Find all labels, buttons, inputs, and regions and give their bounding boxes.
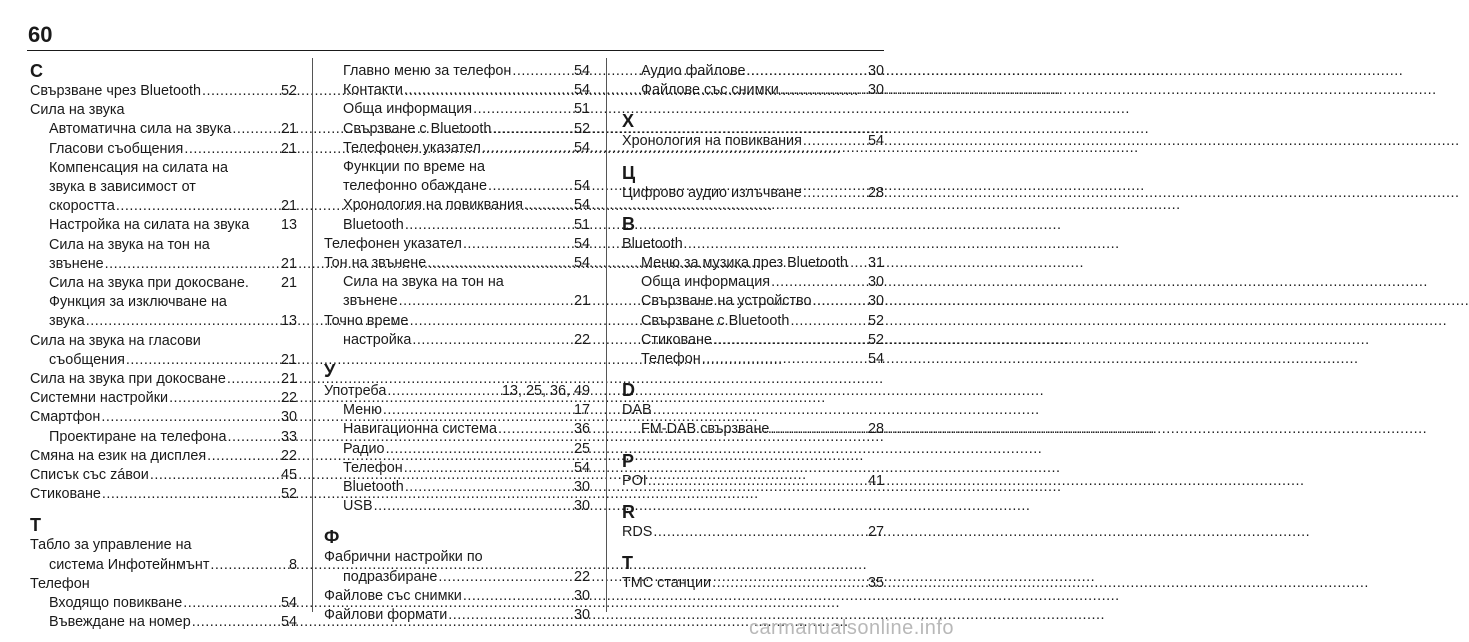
- dot-leader: [702, 350, 867, 369]
- index-subentry: [30, 140, 297, 159]
- dot-leader: [116, 197, 280, 216]
- dot-leader: [184, 140, 280, 159]
- page-number: 60: [28, 22, 53, 47]
- index-entry-label: система Инфотейнмънт: [49, 556, 210, 573]
- index-page-ref: 21: [280, 140, 297, 157]
- index-subentry: [324, 497, 590, 516]
- index-subentry: [622, 273, 884, 292]
- index-entry-label: Смартфон: [30, 409, 101, 426]
- index-entry-label: Навигационна система: [343, 421, 497, 438]
- index-entry-label: Проектиране на телефона: [49, 428, 227, 445]
- index-entry-label: Гласови съобщения: [49, 140, 184, 157]
- index-entry-text: Табло за управление на: [30, 537, 192, 554]
- index-page-ref: 30: [573, 498, 590, 515]
- dot-leader: [169, 389, 280, 408]
- index-letter-heading: P: [622, 450, 635, 471]
- index-entry-text: DAB: [622, 402, 652, 419]
- dot-leader: [747, 62, 867, 81]
- dot-leader: [524, 196, 573, 215]
- index-subentry: [622, 312, 884, 331]
- dot-leader: [780, 81, 867, 100]
- index-letter-heading: B: [622, 213, 635, 234]
- index-subentry: [324, 196, 590, 215]
- index-subentry: [324, 177, 590, 196]
- index-subentry-text: Сила на звука на тон на: [343, 274, 504, 291]
- index-subentry: [324, 440, 590, 459]
- index-entry-label: Тон на звънене: [324, 255, 427, 272]
- index-entry: [324, 606, 590, 625]
- dot-leader: [498, 420, 573, 439]
- dot-leader: [771, 273, 867, 292]
- index-letter-heading: Ф: [324, 527, 340, 548]
- index-page-ref: 21: [280, 121, 297, 138]
- index-entry-label: Файлове със снимки: [324, 587, 462, 604]
- index-entry-label: Свързване с Bluetooth: [343, 120, 492, 137]
- index-page-ref: 52: [867, 312, 884, 329]
- column-divider: [606, 58, 607, 612]
- index-page-ref: 54: [573, 235, 590, 252]
- index-page-ref: 8: [288, 556, 297, 573]
- index-entry-text: Сила на звука: [30, 102, 125, 119]
- index-entry-text: Фабрични настройки по: [324, 549, 483, 566]
- dot-leader: [227, 370, 280, 389]
- index-entry-label: Bluetooth: [343, 216, 404, 233]
- dot-leader: [412, 331, 573, 350]
- index-entry-label: Телефон: [343, 459, 403, 476]
- index-entry-label: Файлове със снимки: [641, 82, 779, 99]
- dot-leader: [653, 523, 867, 542]
- index-letter-heading: T: [622, 553, 633, 574]
- dot-leader: [427, 254, 573, 273]
- index-entry-label: Bluetooth: [343, 479, 404, 496]
- index-entry-text: Сила на звука на гласови: [30, 332, 201, 349]
- index-subentry: [30, 274, 297, 293]
- index-entry: [324, 382, 590, 401]
- dot-leader: [101, 408, 280, 427]
- index-page-ref: 30: [867, 63, 884, 79]
- index-subentry-text: Функции по време на: [343, 159, 485, 176]
- dot-leader: [387, 382, 501, 401]
- dot-leader: [210, 556, 288, 575]
- index-subentry-text: Функция за изключване на: [49, 294, 227, 311]
- index-subentry: [622, 420, 884, 439]
- index-entry-label: Списък със záвои: [30, 467, 149, 484]
- index-page-ref: 22: [280, 390, 297, 407]
- index-page-ref: 33: [280, 428, 297, 445]
- dot-leader: [102, 485, 280, 504]
- index-page-ref: 36: [573, 421, 590, 438]
- index-entry-label: съобщения: [49, 351, 125, 368]
- index-subentry: [622, 292, 884, 311]
- dot-leader: [473, 100, 573, 119]
- index-subentry: [30, 255, 297, 274]
- index-entry-label: Обща информация: [641, 274, 771, 291]
- column-divider: [312, 58, 313, 612]
- index-subentry: [324, 100, 590, 119]
- index-page-ref: 21: [280, 198, 297, 215]
- index-letter-heading: Ц: [622, 162, 636, 183]
- index-page-ref: 54: [573, 82, 590, 99]
- index-letter-heading: D: [622, 380, 635, 401]
- index-entry-text: Точно време: [324, 312, 409, 329]
- index-page-ref: 30: [867, 293, 884, 310]
- index-entry-text: Bluetooth: [622, 235, 683, 252]
- dot-leader: [803, 184, 867, 203]
- index-subentry: [324, 292, 590, 311]
- index-page-ref: 28: [867, 184, 884, 201]
- index-entry-label: Телефонен указател: [343, 139, 481, 156]
- index-entry-label: Свързване чрез Bluetooth: [30, 83, 202, 99]
- index-page-ref: 25: [573, 440, 590, 457]
- index-subentry: [324, 62, 590, 81]
- dot-leader: [405, 478, 573, 497]
- index-entry-label: RDS: [622, 523, 653, 540]
- index-entry: [324, 235, 590, 254]
- dot-leader: [228, 428, 280, 447]
- index-subentry: [622, 350, 884, 369]
- index-page-ref: 54: [280, 614, 297, 631]
- index-entry: [622, 132, 884, 151]
- index-subentry: [30, 613, 297, 632]
- index-entry-label: Въвеждане на номер: [49, 614, 191, 631]
- watermark: carmanualsonline.info: [748, 617, 954, 639]
- dot-leader: [232, 120, 280, 139]
- index-page-ref: 30: [280, 409, 297, 426]
- index-page-ref: 45: [280, 467, 297, 484]
- index-page-ref: 22: [573, 331, 590, 348]
- index-page-ref: 41: [867, 472, 884, 489]
- dot-leader: [770, 420, 867, 439]
- index-entry-label: TMC станции: [622, 575, 712, 592]
- index-entry-label: Хронология на повиквания: [622, 133, 802, 150]
- index-subentry: [324, 216, 590, 235]
- index-letter-heading: Т: [30, 515, 41, 536]
- dot-leader: [813, 292, 867, 311]
- index-subentry: [30, 197, 297, 216]
- dot-leader: [386, 440, 573, 459]
- index-entry-label: Телефон: [641, 351, 701, 368]
- dot-leader: [399, 292, 573, 311]
- index-entry: [622, 472, 884, 491]
- index-entry-label: Сила на звука при докосване.: [49, 275, 249, 292]
- index-entry: [30, 485, 297, 504]
- index-subentry: [324, 120, 590, 139]
- index-page-ref: 21: [280, 275, 297, 292]
- index-subentry: [324, 568, 590, 587]
- index-entry-label: звука: [49, 313, 85, 330]
- index-page-ref: 28: [867, 421, 884, 438]
- index-column-3: [622, 62, 884, 593]
- index-entry-label: Свързване с Bluetooth: [641, 312, 790, 329]
- index-entry-label: Входящо повикване: [49, 595, 183, 612]
- dot-leader: [192, 613, 280, 632]
- index-entry: [622, 574, 884, 593]
- index-entry-label: подразбиране: [343, 568, 438, 585]
- index-entry-label: Сила на звука при докосване: [30, 371, 226, 388]
- index-page-ref: 52: [867, 331, 884, 348]
- dot-leader: [150, 466, 280, 485]
- dot-leader: [404, 459, 573, 478]
- index-entry: [30, 389, 297, 408]
- index-page-ref: 51: [573, 216, 590, 233]
- index-entry-label: Стиковане: [641, 331, 712, 348]
- index-subentry: [324, 139, 590, 158]
- dot-leader: [448, 606, 573, 625]
- index-letter-heading: С: [30, 61, 43, 81]
- index-entry-label: Обща информация: [343, 101, 473, 118]
- index-entry: [324, 254, 590, 273]
- index-entry-label: Телефонен указател: [324, 235, 462, 252]
- index-entry-label: Хронология на повиквания: [343, 197, 523, 214]
- index-subentry: [324, 420, 590, 439]
- index-page-ref: 21: [280, 371, 297, 388]
- index-entry-label: Настройка на силата на звука: [49, 217, 250, 234]
- header-rule: [27, 50, 884, 51]
- index-letter-heading: У: [324, 361, 336, 382]
- index-entry: [30, 447, 297, 466]
- index-subentry: [30, 216, 297, 235]
- dot-leader: [183, 594, 280, 613]
- index-page-ref: 54: [573, 197, 590, 214]
- dot-leader: [463, 235, 573, 254]
- index-entry-label: Свързване на устройство: [641, 293, 812, 310]
- index-entry: [622, 523, 884, 542]
- index-subentry-text: звука в зависимост от: [49, 179, 196, 196]
- index-entry-label: Главно меню за телефон: [343, 63, 512, 79]
- dot-leader: [405, 216, 573, 235]
- index-page-ref: 21: [280, 255, 297, 272]
- index-subentry: [30, 351, 297, 370]
- index-page-ref: 30: [573, 607, 590, 624]
- index-entry-label: USB: [343, 498, 373, 515]
- index-entry-label: Меню за музика през Bluetooth: [641, 255, 848, 272]
- dot-leader: [202, 82, 280, 101]
- index-entry-label: FM-DAB свързване: [641, 421, 770, 438]
- dot-leader: [105, 255, 280, 274]
- index-entry-label: Аудио файлове: [641, 63, 746, 79]
- index-entry: [30, 408, 297, 427]
- index-column-1: [30, 62, 297, 632]
- dot-leader: [488, 177, 573, 196]
- index-page-ref: 52: [573, 120, 590, 137]
- dot-leader: [374, 497, 573, 516]
- index-entry-label: Автоматична сила на звука: [49, 121, 232, 138]
- index-page-ref: 54: [573, 255, 590, 272]
- dot-leader: [492, 120, 573, 139]
- index-entry: [30, 82, 297, 101]
- index-page-ref: 54: [573, 178, 590, 195]
- index-page-ref: 54: [867, 351, 884, 368]
- index-subentry: [30, 312, 297, 331]
- index-page-ref: 35: [867, 575, 884, 592]
- index-page-ref: 54: [867, 133, 884, 150]
- dot-leader: [207, 447, 280, 466]
- index-subentry: [30, 120, 297, 139]
- index-page-ref: 30: [867, 82, 884, 99]
- index-page-ref: 52: [280, 83, 297, 99]
- index-page-ref: 21: [573, 293, 590, 310]
- index-page-ref: 54: [573, 459, 590, 476]
- dot-leader: [712, 574, 867, 593]
- index-entry-label: телефонно обаждане: [343, 178, 487, 195]
- index-entry-label: звънене: [343, 293, 398, 310]
- index-subentry: [30, 594, 297, 613]
- index-entry: [622, 184, 884, 203]
- index-page-ref: 13: [280, 217, 297, 234]
- index-entry-label: POI: [622, 472, 647, 489]
- index-page-ref: 30: [573, 479, 590, 496]
- index-entry: [324, 587, 590, 606]
- index-letter-heading: Х: [622, 111, 635, 132]
- index-entry: [30, 370, 297, 389]
- index-entry-label: Смяна на език на дисплея: [30, 447, 207, 464]
- index-page-ref: 27: [867, 523, 884, 540]
- index-entry-label: Радио: [343, 440, 385, 457]
- index-page-ref: 21: [280, 351, 297, 368]
- dot-leader: [126, 351, 280, 370]
- index-subentry: [324, 81, 590, 100]
- index-page-ref: 31: [867, 255, 884, 272]
- index-subentry: [30, 428, 297, 447]
- dot-leader: [404, 81, 573, 100]
- dot-leader: [803, 132, 867, 151]
- index-entry-label: Контакти: [343, 82, 403, 99]
- index-page-ref: 54: [573, 63, 590, 79]
- index-subentry-text: Сила на звука на тон на: [49, 236, 210, 253]
- dot-leader: [463, 587, 573, 606]
- index-entry-text: Телефон: [30, 575, 90, 592]
- index-page-ref: 17: [573, 402, 590, 419]
- index-page-ref: 52: [280, 486, 297, 503]
- index-page-ref: 30: [867, 274, 884, 291]
- index-entry-label: Файлови формати: [324, 607, 448, 624]
- index-subentry: [622, 254, 884, 273]
- index-page-ref: 22: [573, 568, 590, 585]
- dot-leader: [86, 312, 280, 331]
- dot-leader: [648, 472, 867, 491]
- index-entry-label: Употреба: [324, 383, 387, 400]
- dot-leader: [438, 568, 573, 587]
- index-page-ref: 54: [573, 139, 590, 156]
- dot-leader: [482, 139, 573, 158]
- index-subentry: [324, 401, 590, 420]
- dot-leader: [790, 312, 867, 331]
- index-column-2: [324, 62, 590, 625]
- index-entry-label: Системни настройки: [30, 390, 169, 407]
- index-page-ref: 54: [280, 595, 297, 612]
- index-subentry: [30, 556, 297, 575]
- index-page-ref: 30: [573, 587, 590, 604]
- index-entry-label: Цифрово аудио излъчване: [622, 184, 802, 201]
- index-subentry-text: Компенсация на силата на: [49, 159, 228, 176]
- index-entry-label: настройка: [343, 331, 412, 348]
- index-subentry: [622, 331, 884, 350]
- dot-leader: [512, 62, 573, 81]
- index-page-ref: 13, 25, 36, 49: [501, 383, 590, 400]
- index-subentry: [324, 331, 590, 350]
- index-subentry: [622, 81, 884, 100]
- index-entry-label: Меню: [343, 402, 382, 419]
- index-page-ref: 13: [280, 313, 297, 330]
- dot-leader: [713, 331, 867, 350]
- index-subentry: [324, 478, 590, 497]
- index-entry-label: Стиковане: [30, 486, 101, 503]
- index-entry-label: скоростта: [49, 198, 115, 215]
- index-subentry: [622, 62, 884, 81]
- dot-leader: [383, 401, 573, 420]
- index-entry: [30, 466, 297, 485]
- index-entry-label: звънене: [49, 255, 104, 272]
- index-page-ref: 22: [280, 447, 297, 464]
- index-letter-heading: R: [622, 501, 635, 522]
- index-page-ref: 51: [573, 101, 590, 118]
- index-subentry: [324, 459, 590, 478]
